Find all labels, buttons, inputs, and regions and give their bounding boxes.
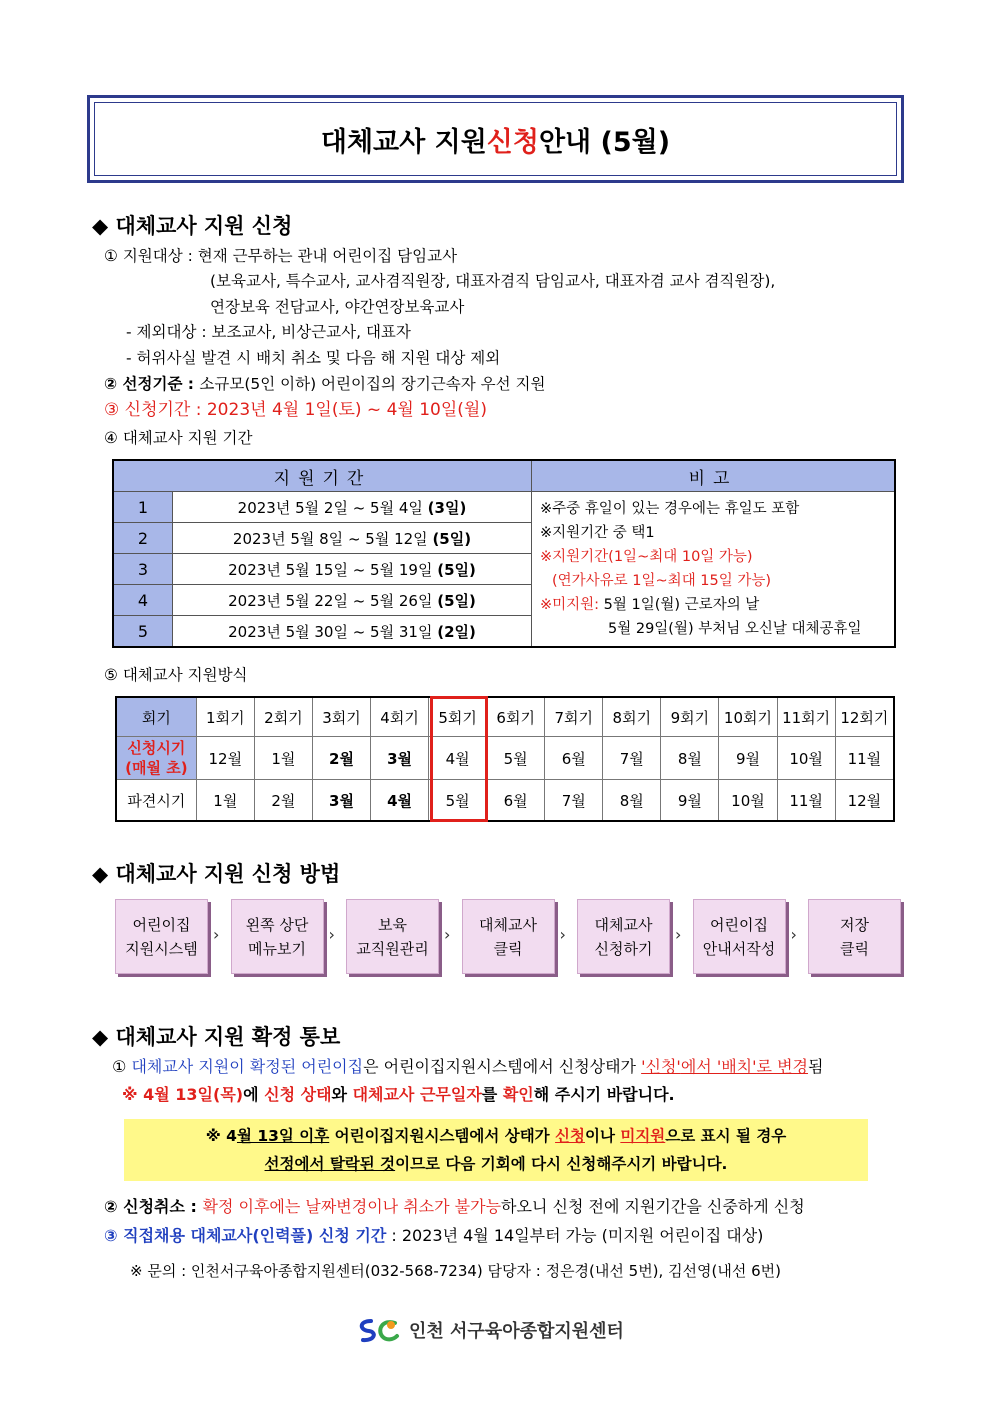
t: 대체교사 근무일자	[352, 1085, 482, 1104]
warning-box	[124, 1119, 868, 1181]
period-header: 지원기간	[113, 460, 532, 492]
step-line-2: 지원시스템	[125, 939, 198, 958]
period-range	[173, 616, 532, 648]
t: 이나	[585, 1127, 621, 1145]
step-line-1: 대체교사	[479, 915, 537, 934]
period-days: (5일)	[437, 591, 476, 610]
round-cell-5: 5회기	[429, 697, 487, 737]
step-line-2: 클릭	[493, 939, 523, 958]
dispatch-month-12: 12월	[835, 780, 894, 822]
dispatch-month-1: 1월	[196, 780, 254, 822]
step-box-7	[808, 899, 901, 974]
chevron-right-icon: ›	[213, 925, 220, 944]
target-line: ① 지원대상 : 현재 근무하는 관내 어린이집 담임교사	[104, 247, 458, 265]
apply-month-6: 5월	[487, 737, 545, 780]
cancel-line	[104, 1195, 805, 1219]
apply-month-9: 8월	[661, 737, 719, 780]
warning-line-2	[124, 1150, 868, 1178]
title-box	[87, 95, 904, 183]
dispatch-month-9: 9월	[661, 780, 719, 822]
target-detail: (보육교사, 특수교사, 교사겸직원장, 대표자겸직 담임교사, 대표자겸 교사 겸직원장),	[210, 272, 776, 290]
round-cell-6: 6회기	[487, 697, 545, 737]
section-heading-confirm: ◆ 대체교사 지원 확정 통보	[92, 1025, 341, 1049]
org-name: 인천 서구육아종합지원센터	[409, 1321, 624, 1342]
step-line-2: 신청하기	[594, 939, 653, 958]
t: 으로 표시 될 경우	[665, 1127, 787, 1145]
step-text	[246, 913, 309, 961]
note-line: ※주중 휴일이 있는 경우에는 휴일도 포함	[540, 501, 800, 517]
step-box-5	[577, 899, 670, 974]
period-table	[112, 459, 896, 648]
round-cell-12: 12회기	[835, 697, 894, 737]
t: 와	[331, 1085, 353, 1104]
round-cell-4: 4회기	[371, 697, 429, 737]
round-cell-9: 9회기	[661, 697, 719, 737]
apply-month-3: 2월	[312, 737, 370, 780]
round-cell-1: 1회기	[196, 697, 254, 737]
apply-month-11: 10월	[777, 737, 835, 780]
method-table	[115, 696, 895, 822]
step-line-2: 클릭	[840, 939, 869, 958]
period-days: (5일)	[432, 529, 472, 548]
chevron-right-icon: ›	[444, 925, 451, 944]
period-num: 2	[113, 523, 173, 554]
step-line-1: 어린이집	[132, 915, 191, 934]
step-line-2: 안내서작성	[702, 939, 776, 958]
period-line: ③ 신청기간 : 2023년 4월 1일(토) ~ 4월 10일(월)	[104, 400, 487, 420]
criteria-line	[104, 372, 545, 396]
chevron-right-icon: ›	[328, 925, 335, 944]
confirm-line	[112, 1055, 823, 1079]
apply-month-8: 7월	[603, 737, 661, 780]
t: ② 신청취소 :	[104, 1197, 203, 1216]
t: 선정에서 탈락된 것	[264, 1155, 396, 1173]
t: 됨	[808, 1057, 824, 1076]
t: 은 어린이집지원시스템에서 신청상태가	[363, 1057, 642, 1076]
round-cell-8: 8회기	[603, 697, 661, 737]
t: 를	[481, 1085, 503, 1104]
criteria-label: ② 선정기준 :	[104, 375, 200, 393]
dispatch-month-2: 2월	[254, 780, 312, 822]
note-line: ※지원기간 중 택1	[540, 525, 655, 541]
t: 이므로 다음 기회에 다시 신청해주시기 바랍니다.	[395, 1155, 728, 1173]
period-dates: 2023년 5월 30일 ~ 5월 31일	[228, 622, 433, 641]
apply-month-12: 11월	[835, 737, 894, 780]
round-cell-10: 10회기	[719, 697, 777, 737]
dispatch-month-5: 5월	[429, 780, 487, 822]
org-logo-icon	[355, 1315, 405, 1345]
apply-month-4: 3월	[371, 737, 429, 780]
step-text	[703, 913, 775, 961]
t: ※ 4	[205, 1127, 237, 1145]
false-info-line: - 허위사실 발견 시 배치 취소 및 다음 해 지원 대상 제외	[126, 349, 501, 367]
t: 에	[243, 1085, 265, 1104]
section-heading-method: ◆ 대체교사 지원 신청 방법	[92, 862, 341, 886]
period-days: (3일)	[427, 498, 467, 517]
step-text	[479, 913, 537, 961]
apply-month-10: 9월	[719, 737, 777, 780]
t: 확정 이후에는 날짜변경이나 취소가 불가능	[202, 1197, 502, 1216]
step-line-1: 저장	[840, 915, 869, 934]
step-box-1	[115, 899, 208, 974]
period-days: (5일)	[437, 560, 476, 579]
t: 해 주시기 바랍니다.	[533, 1085, 675, 1104]
note-text: 5월 1일(월) 근로자의 날	[599, 597, 760, 613]
round-cell-7: 7회기	[545, 697, 603, 737]
t: 미지원	[620, 1127, 666, 1145]
selected-round-highlight	[430, 696, 488, 822]
t: 확인	[502, 1085, 534, 1104]
period-days: (2일)	[437, 622, 476, 641]
step-box-3	[346, 899, 439, 974]
chevron-right-icon: ›	[559, 925, 566, 944]
contact-line: ※ 문의 : 인천서구육아종합지원센터(032-568-7234) 담당자 : 정은경(내선 5번), 김선영(내선 6번)	[130, 1262, 782, 1280]
apply-month-1: 12월	[196, 737, 254, 780]
dispatch-month-11: 11월	[777, 780, 835, 822]
t: 에서 '배치'	[680, 1057, 757, 1076]
step-line-1: 왼쪽 상단	[245, 915, 309, 934]
step-line-1: 대체교사	[594, 915, 653, 934]
round-cell-11: 11회기	[777, 697, 835, 737]
title-part: 안내 (5월)	[538, 126, 671, 158]
chevron-right-icon: ›	[675, 925, 682, 944]
method-label: ⑤ 대체교사 지원방식	[104, 666, 248, 684]
chevron-right-icon: ›	[790, 925, 797, 944]
criteria-value: 소규모(5인 이하) 어린이집의 장기근속자 우선 지원	[199, 375, 546, 393]
section-heading-apply: ◆ 대체교사 지원 신청	[92, 214, 293, 238]
t: 신청	[555, 1127, 585, 1145]
period-range	[173, 585, 532, 616]
round-cell-2: 2회기	[254, 697, 312, 737]
step-line-2: 메뉴보기	[248, 939, 306, 958]
note-unsupported: ※미지원:	[540, 597, 600, 613]
step-box-4	[462, 899, 555, 974]
period-num: 1	[113, 492, 173, 523]
t: 로 변경	[756, 1057, 809, 1076]
period-num: 3	[113, 554, 173, 585]
t: '신청'	[641, 1057, 681, 1076]
check-line	[122, 1083, 675, 1107]
step-text	[840, 913, 869, 961]
pool-line	[104, 1224, 763, 1248]
page-title	[94, 102, 897, 176]
note-line: ※지원기간(1일~최대 10일 가능)	[540, 549, 753, 565]
t: 월 13일 이후	[236, 1127, 330, 1145]
step-line-1: 보육	[378, 915, 407, 934]
target-detail-2: 연장보육 전담교사, 야간연장보육교사	[210, 298, 465, 316]
step-line-1: 어린이집	[710, 915, 768, 934]
dispatch-month-4: 4월	[371, 780, 429, 822]
t: 신청 상태	[264, 1085, 332, 1104]
title-part: 대체교사 지원	[320, 126, 487, 158]
dispatch-time-label: 파견시기	[116, 780, 196, 822]
step-text	[125, 913, 197, 961]
apply-label-2: (매월 초)	[125, 759, 188, 777]
apply-label-1: 신청시기	[127, 739, 186, 757]
period-range	[173, 554, 532, 585]
period-dates: 2023년 5월 2일 ~ 5월 4일	[237, 498, 423, 517]
step-box-2	[231, 899, 324, 974]
dispatch-month-3: 3월	[312, 780, 370, 822]
note-line	[540, 593, 894, 617]
period-dates: 2023년 5월 15일 ~ 5월 19일	[228, 560, 433, 579]
step-text	[595, 913, 653, 961]
round-cell-3: 3회기	[312, 697, 370, 737]
t: : 2023년 4월 14일부터 가능 (미지원 어린이집 대상)	[386, 1226, 764, 1245]
apply-month-5: 4월	[429, 737, 487, 780]
dispatch-month-8: 8월	[603, 780, 661, 822]
apply-month-7: 6월	[545, 737, 603, 780]
period-dates: 2023년 5월 8일 ~ 5월 12일	[232, 529, 428, 548]
note-line: 5월 29일(월) 부처님 오신날 대체공휴일	[608, 621, 862, 637]
title-highlight: 신청	[486, 126, 539, 158]
t: ③ 직접채용 대체교사(인력풀) 신청 기간	[104, 1226, 387, 1245]
dispatch-month-7: 7월	[545, 780, 603, 822]
footer-logo	[355, 1315, 624, 1345]
t: 하오니 신청 전에 지원기간을 신중하게 신청	[501, 1197, 805, 1216]
t: ①	[112, 1057, 132, 1076]
note-cell	[532, 492, 896, 648]
dispatch-month-6: 6월	[487, 780, 545, 822]
excluded-line: - 제외대상 : 보조교사, 비상근교사, 대표자	[126, 323, 411, 341]
warning-line-1	[124, 1122, 868, 1150]
step-box-6	[693, 899, 786, 974]
note-header: 비고	[532, 460, 896, 492]
note-line: (연가사유로 1일~최대 15일 가능)	[552, 573, 772, 589]
step-line-2: 교직원관리	[356, 939, 429, 958]
period-range	[173, 492, 532, 523]
support-period-label: ④ 대체교사 지원 기간	[104, 429, 253, 447]
period-num: 5	[113, 616, 173, 648]
t: 어린이집지원시스템에서 상태가	[329, 1127, 556, 1145]
apply-time-label	[116, 737, 196, 780]
period-range	[173, 523, 532, 554]
dispatch-month-10: 10월	[719, 780, 777, 822]
period-dates: 2023년 5월 22일 ~ 5월 26일	[228, 591, 433, 610]
t: 대체교사 지원이 확정된 어린이집	[131, 1057, 364, 1076]
round-header: 회기	[116, 697, 196, 737]
step-text	[356, 913, 428, 961]
t: ※ 4월 13일(목)	[122, 1085, 244, 1104]
period-num: 4	[113, 585, 173, 616]
apply-month-2: 1월	[254, 737, 312, 780]
